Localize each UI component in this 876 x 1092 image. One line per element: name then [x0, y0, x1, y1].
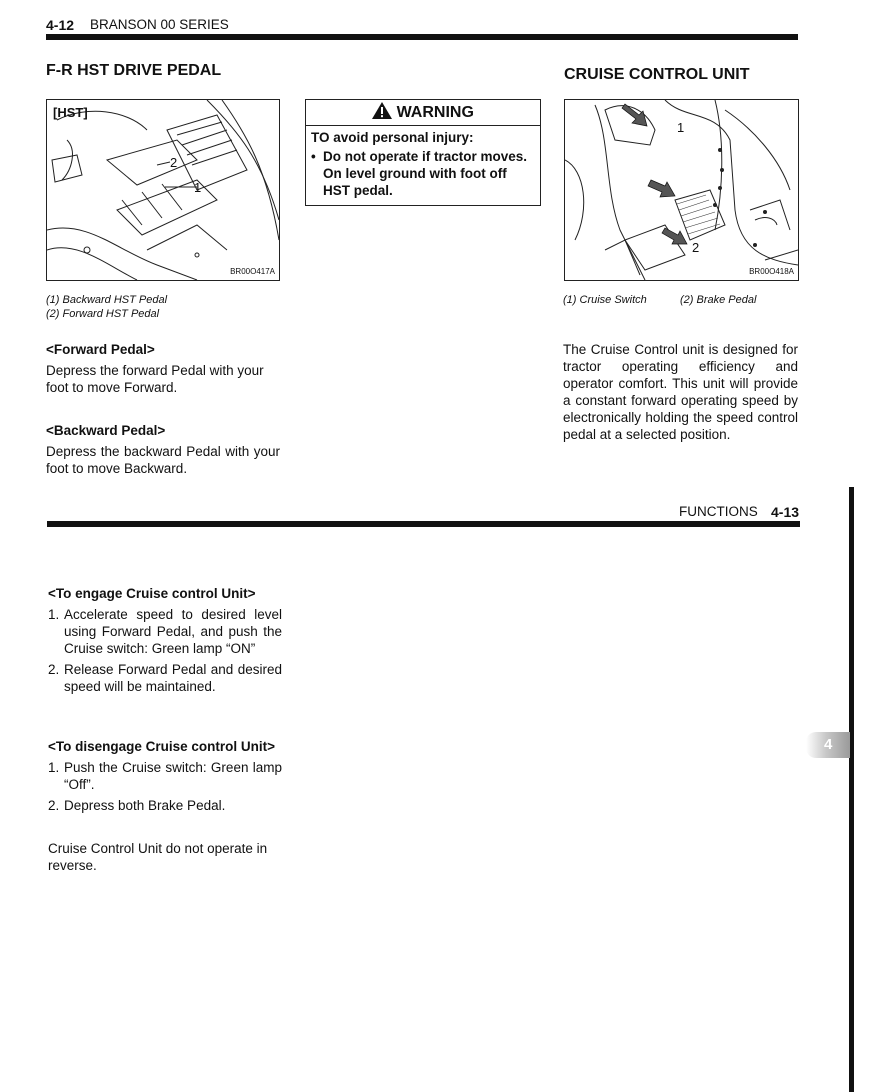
cruise-caption-1: (1) Cruise Switch: [563, 294, 647, 306]
list-item-text: Release Forward Pedal and desired speed will be maintained.: [64, 662, 282, 694]
list-item-text: Accelerate speed to desired level using Forward Pedal, and push the Cruise switch: Green lamp “ON”: [64, 607, 282, 656]
list-item-text: Push the Cruise switch: Green lamp “Off”.: [64, 760, 282, 792]
hst-figure-label: [HST]: [53, 105, 88, 120]
hst-pedal-figure: [46, 99, 280, 281]
list-item-number: 1.: [48, 760, 60, 775]
series-title: BRANSON 00 SERIES: [90, 17, 229, 32]
cruise-caption-2: (2) Brake Pedal: [680, 294, 757, 306]
hst-pedal-illustration: [47, 100, 279, 280]
section-title: FUNCTIONS: [679, 504, 758, 519]
warning-title: WARNING: [396, 104, 474, 121]
warning-item: • Do not operate if tractor moves. On level ground with foot off HST pedal.: [311, 148, 536, 199]
cruise-callout-2: 2: [692, 240, 700, 255]
header-rule-top: [46, 34, 798, 40]
backward-pedal-heading: <Backward Pedal>: [46, 423, 166, 438]
list-item: [48, 661, 282, 695]
cruise-figure-code: BR00O418A: [749, 267, 794, 276]
disengage-list: [48, 759, 282, 814]
warning-header: [306, 100, 540, 126]
list-item-number: 1.: [48, 607, 60, 622]
forward-pedal-text: Depress the forward Pedal with your foot to move Forward.: [46, 363, 264, 395]
engage-heading: <To engage Cruise control Unit>: [48, 586, 256, 601]
page-number-top: 4-12: [46, 17, 75, 33]
list-item: [48, 759, 282, 793]
hst-callout-1: 1: [194, 180, 202, 195]
backward-pedal-text: Depress the backward Pedal with your foot to move Backward.: [46, 444, 280, 476]
list-item-number: 2.: [48, 662, 60, 677]
warning-box: [305, 99, 541, 206]
list-item-number: 2.: [48, 798, 60, 813]
hst-caption-2: (2) Forward HST Pedal: [46, 308, 160, 320]
page-number-bottom: 4-13: [771, 504, 800, 520]
header-rule-bottom: [47, 521, 800, 527]
chapter-tab-number: 4: [824, 736, 833, 753]
hst-caption-1: (1) Backward HST Pedal: [46, 294, 168, 306]
cruise-control-figure: [564, 99, 799, 281]
disengage-heading: <To disengage Cruise control Unit>: [48, 739, 276, 754]
chapter-tab: [806, 732, 850, 758]
engage-list: [48, 606, 282, 695]
hst-callout-2: 2: [170, 155, 178, 170]
forward-pedal-heading: <Forward Pedal>: [46, 342, 155, 357]
cruise-control-heading: CRUISE CONTROL UNIT: [564, 66, 750, 83]
list-item-text: Depress both Brake Pedal.: [64, 798, 226, 813]
list-item: [48, 797, 282, 814]
list-item: [48, 606, 282, 657]
page-edge-line: [849, 487, 854, 1092]
warning-lead: TO avoid personal injury:: [311, 130, 474, 145]
cruise-callout-1: 1: [677, 120, 685, 135]
warning-triangle-icon: [372, 102, 392, 119]
hst-pedal-heading: F-R HST DRIVE PEDAL: [46, 62, 222, 79]
hst-figure-code: BR00O417A: [230, 267, 275, 276]
cruise-control-description: The Cruise Control unit is designed for tractor operating efficiency and operator comfort. This unit will provide a constant forward operating speed by electronically holding the speed control pedal at a selected position.: [563, 342, 798, 442]
reverse-note: Cruise Control Unit do not operate in reverse.: [48, 841, 268, 873]
